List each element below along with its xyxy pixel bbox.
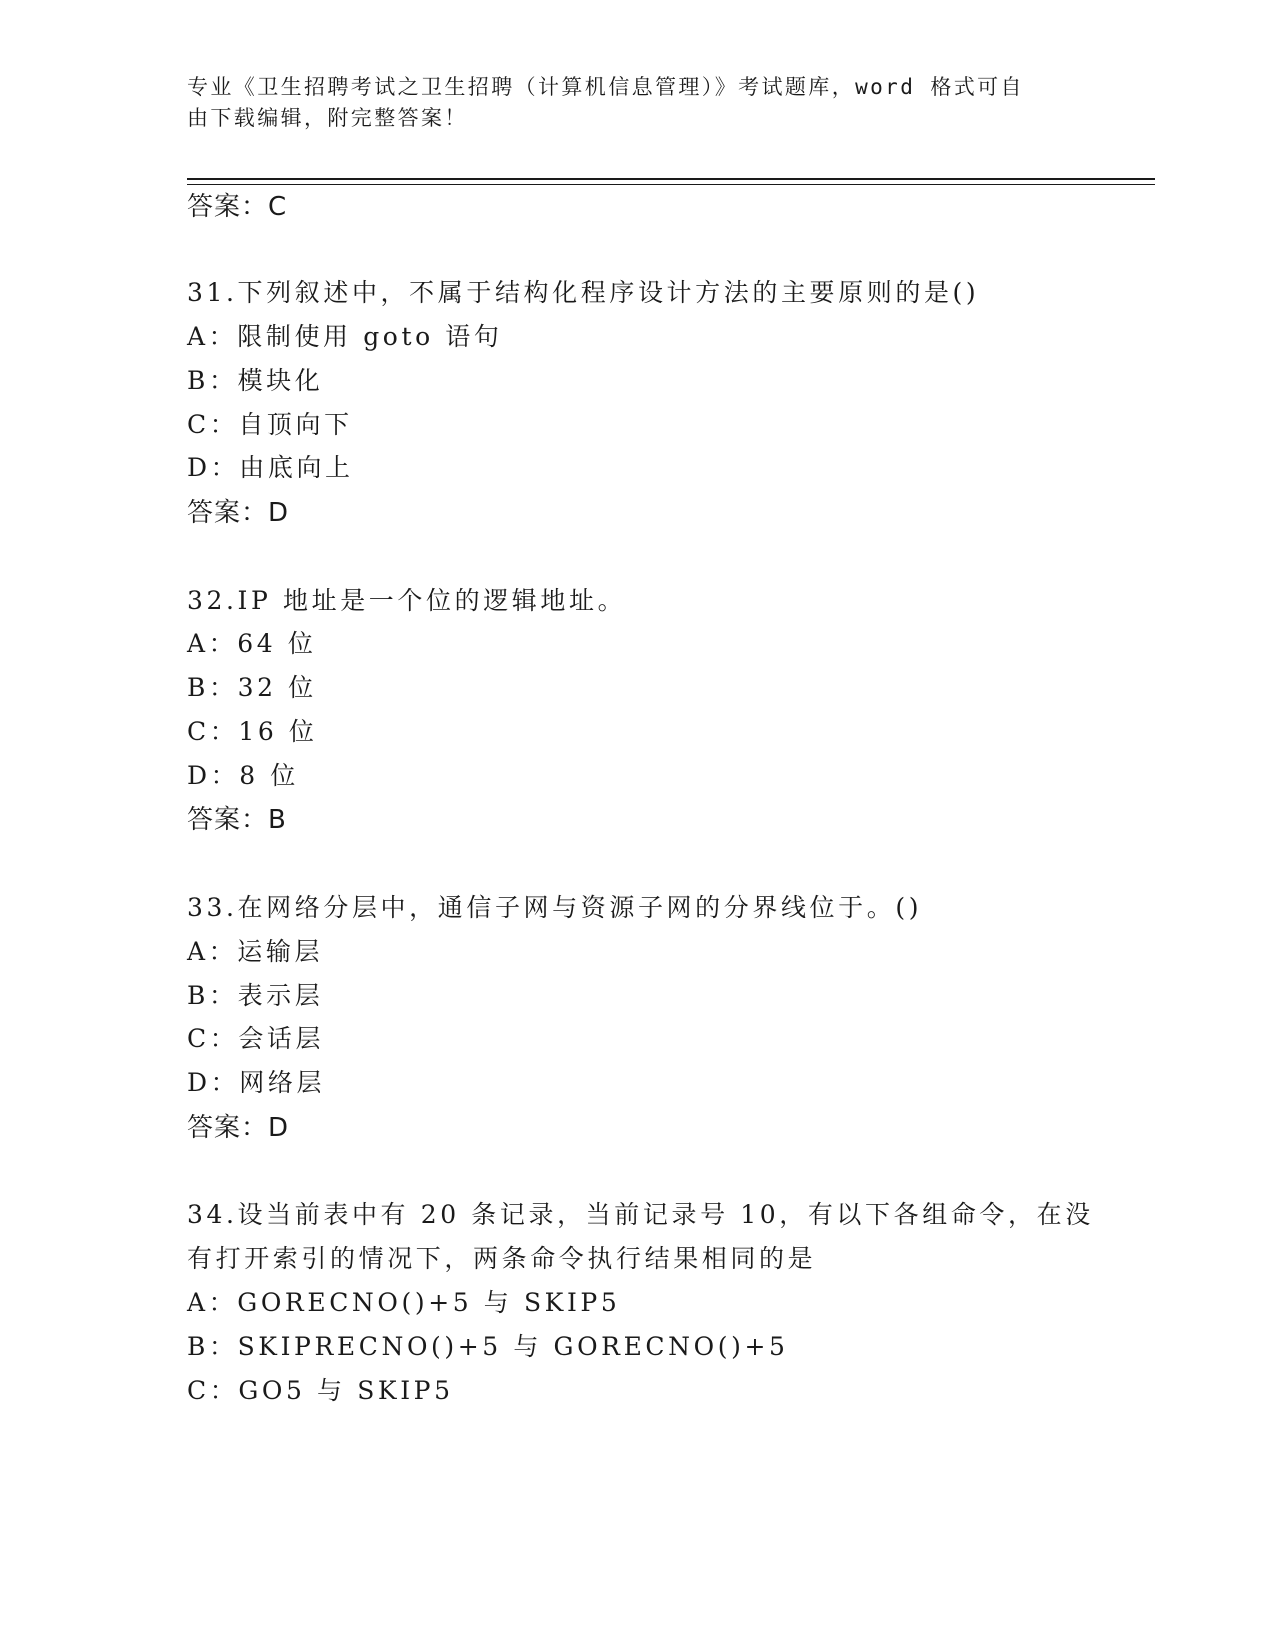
q31-stem: 31.下列叙述中，不属于结构化程序设计方法的主要原则的是() [187,278,980,307]
header-line-1: 专业《卫生招聘考试之卫生招聘（计算机信息管理）》考试题库，word 格式可自 [187,75,1024,99]
q34-option-c: C：GO5 与 SKIP5 [187,1376,454,1405]
q31-option-b: B：模块化 [187,366,324,395]
q33-option-b: B：表示层 [187,981,324,1010]
q33-option-d: D：网络层 [187,1068,326,1097]
q34-option-b: B：SKIPRECNO()+5 与 GORECNO()+5 [187,1332,789,1361]
q31-option-a: A：限制使用 goto 语句 [187,322,503,351]
q32-answer: 答案：B [187,805,287,835]
q33-option-c: C：会话层 [187,1024,325,1053]
header-divider-thick [187,178,1155,180]
header-divider-thin [187,184,1155,185]
answer-prev: 答案：C [187,192,288,222]
q32-option-d: D：8 位 [187,761,299,790]
q33-answer: 答案：D [187,1113,290,1143]
q34-stem-line-2: 有打开索引的情况下，两条命令执行结果相同的是 [187,1244,817,1273]
q32-option-c: C：16 位 [187,717,318,746]
q31-option-d: D：由底向上 [187,453,354,482]
q31-answer: 答案：D [187,498,290,528]
q32-stem: 32.IP 地址是一个位的逻辑地址。 [187,586,627,615]
q31-option-c: C：自顶向下 [187,410,353,439]
q33-option-a: A：运输层 [187,937,324,966]
q33-stem: 33.在网络分层中，通信子网与资源子网的分界线位于。() [187,893,923,922]
document-header [187,72,1067,134]
q34-option-a: A：GORECNO()+5 与 SKIP5 [187,1288,621,1317]
header-line-2: 由下载编辑，附完整答案！ [187,106,468,130]
q32-option-b: B：32 位 [187,673,317,702]
q32-option-a: A：64 位 [187,629,317,658]
q34-stem-line-1: 34.设当前表中有 20 条记录，当前记录号 10，有以下各组命令，在没 [187,1200,1094,1229]
